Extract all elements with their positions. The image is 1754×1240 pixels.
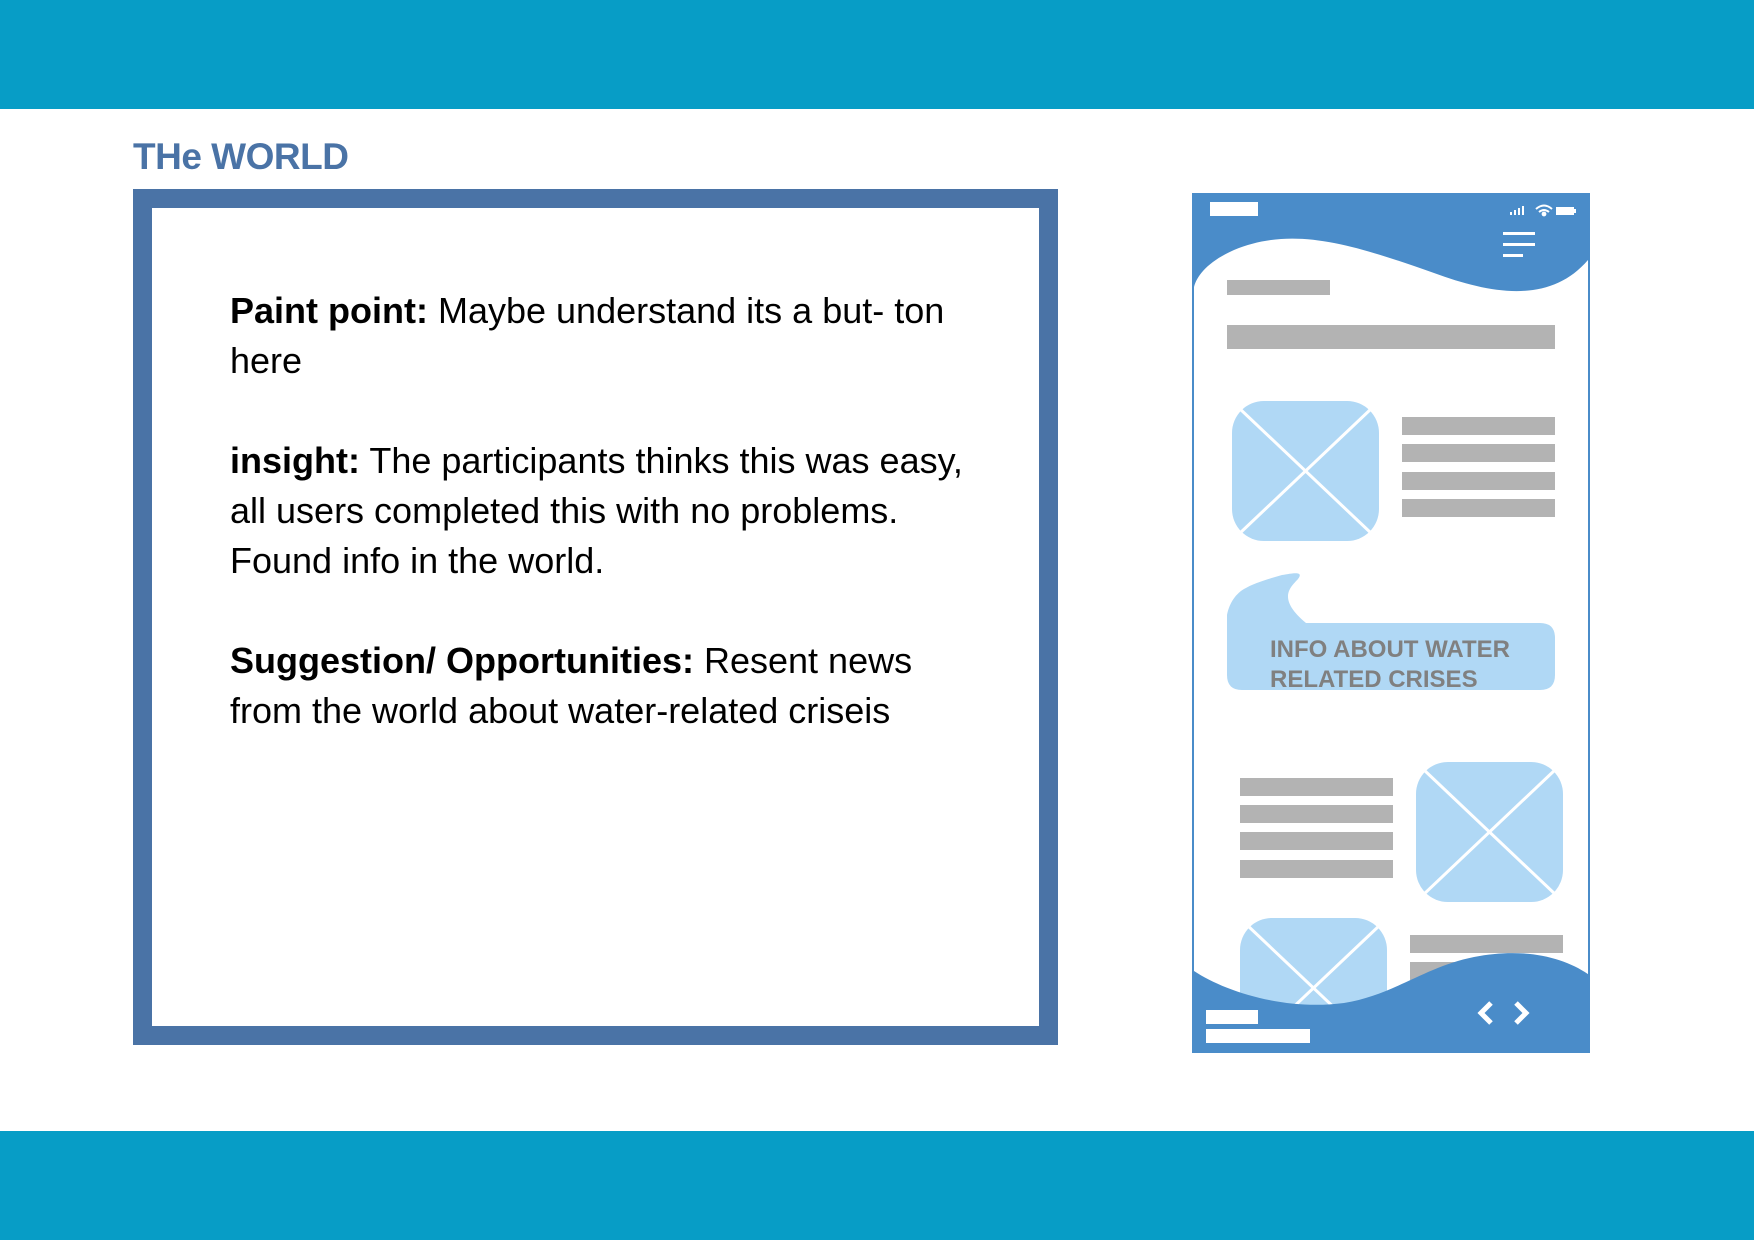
- cta-button-label: INFO ABOUT WATER RELATED CRISES: [1270, 636, 1510, 693]
- note-label: Paint point:: [230, 290, 428, 331]
- phone-wireframe: [1192, 193, 1590, 1053]
- image-placeholder-icon: [1232, 401, 1379, 541]
- footer-bar-short: [1206, 1010, 1258, 1024]
- text-lines-placeholder: [1402, 417, 1555, 517]
- note-body: The participants thinks this was easy, all users completed this with no problems. Found info in the world.: [230, 440, 963, 581]
- note-suggestion: [230, 636, 990, 736]
- note-pain-point: [230, 286, 990, 386]
- note-body: Resent news from the world about water-related criseis: [230, 640, 913, 731]
- phone-wireframe-drawing: [1194, 195, 1590, 1053]
- notes-text: [230, 286, 990, 786]
- subtitle-placeholder: [1227, 325, 1555, 349]
- note-body: Maybe understand its a but- ton here: [230, 290, 945, 381]
- note-label: Suggestion/ Opportunities:: [230, 640, 694, 681]
- image-placeholder-icon: [1416, 762, 1563, 902]
- top-banner: [0, 0, 1754, 109]
- title-placeholder: [1227, 280, 1330, 295]
- battery-icon: [1556, 207, 1576, 215]
- note-label: insight:: [230, 440, 360, 481]
- note-insight: [230, 436, 990, 586]
- text-lines-placeholder: [1240, 778, 1393, 878]
- status-time-bar: [1210, 202, 1258, 216]
- footer-bar-long: [1206, 1029, 1310, 1043]
- page-title: THe WORLD: [133, 136, 349, 177]
- bottom-banner: [0, 1131, 1754, 1240]
